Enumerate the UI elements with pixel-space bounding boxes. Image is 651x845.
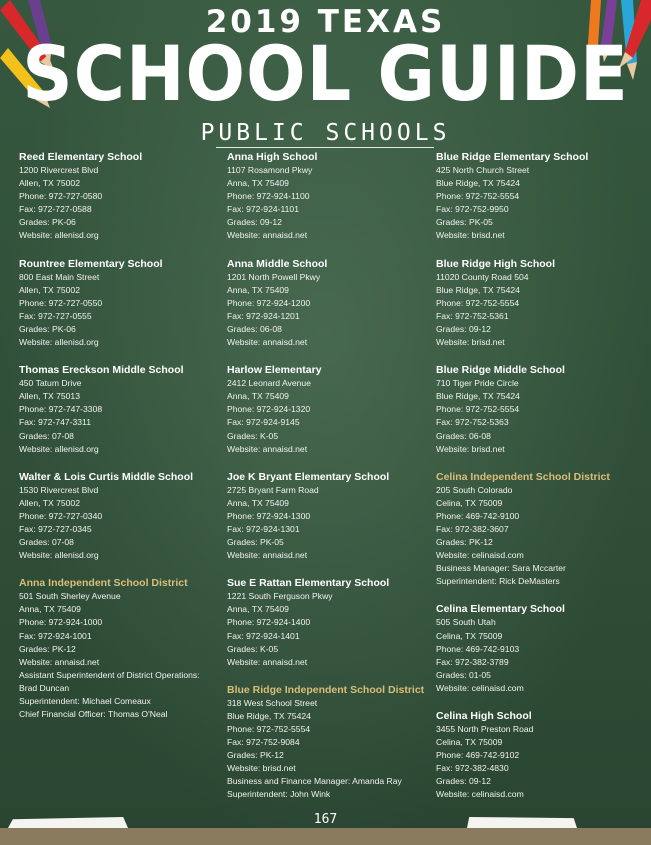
district-name: Anna Independent School District	[19, 577, 188, 590]
entry-detail-line: 505 South Utah	[436, 617, 496, 628]
entry-detail-line: Fax: 972-752-9084	[227, 737, 300, 748]
entry-detail-line: Grades: PK-12	[227, 750, 284, 761]
school-entry	[19, 151, 224, 243]
entry-detail-line: Blue Ridge, TX 75424	[436, 178, 520, 189]
entry-detail-line: Grades: PK-06	[19, 323, 76, 334]
entry-detail-line: Phone: 972-747-3308	[19, 404, 103, 415]
school-entry	[227, 364, 432, 456]
entry-detail-line: 205 South Colorado	[436, 484, 513, 495]
school-entry	[19, 258, 224, 350]
entry-detail-line: Fax: 972-727-0588	[19, 204, 92, 215]
year-title: 2019 TEXAS	[205, 4, 446, 40]
entry-detail-line: Allen, TX 75013	[19, 391, 80, 402]
district-name: Blue Ridge Independent School District	[227, 683, 425, 696]
entry-detail-line: Fax: 972-747-3311	[19, 417, 91, 428]
entry-detail-line: Website: brisd.net	[227, 763, 296, 774]
entry-detail-line: Phone: 469-742-9100	[436, 510, 520, 521]
entry-detail-line: Grades: PK-05	[227, 537, 284, 548]
directory-column	[436, 151, 641, 817]
entry-detail-line: Superintendent: John Wink	[227, 789, 331, 800]
entry-detail-line: Phone: 972-727-0550	[19, 297, 103, 308]
entry-detail-line: Phone: 469-742-9103	[436, 643, 520, 654]
entry-detail-line: Anna, TX 75409	[227, 284, 289, 295]
entry-detail-line: Anna, TX 75409	[19, 604, 81, 615]
entry-detail-line: Blue Ridge, TX 75424	[436, 284, 520, 295]
entry-detail-line: Grades: K-05	[227, 643, 279, 654]
entry-detail-line: Grades: 07-08	[19, 537, 74, 548]
entry-detail-line: Grades: 06-08	[227, 323, 282, 334]
entry-detail-line: Allen, TX 75002	[19, 497, 80, 508]
entry-detail-line: Phone: 972-752-5554	[436, 191, 520, 202]
school-entry	[436, 710, 641, 802]
entry-detail-line: 1201 North Powell Pkwy	[227, 271, 321, 282]
school-entry	[436, 151, 641, 243]
entry-detail-line: 3455 North Preston Road	[436, 724, 534, 734]
entry-detail-line: Website: brisd.net	[436, 337, 505, 348]
entry-detail-line: Celina, TX 75009	[436, 737, 503, 748]
entry-detail-line: Anna, TX 75409	[227, 178, 289, 189]
school-name: Anna High School	[227, 151, 318, 163]
entry-detail-line: 450 Tatum Drive	[19, 378, 82, 389]
entry-detail-line: Anna, TX 75409	[227, 604, 289, 615]
entry-detail-line: Grades: 09-12	[436, 323, 491, 334]
school-entry	[227, 151, 432, 243]
entry-detail-line: Phone: 972-752-5554	[436, 404, 520, 415]
entry-detail-line: Superintendent: Michael Comeaux	[19, 696, 151, 706]
school-name: Joe K Bryant Elementary School	[227, 470, 390, 483]
school-name: Sue E Rattan Elementary School	[227, 577, 390, 590]
entry-detail-line: Fax: 972-382-4830	[436, 763, 509, 774]
page-number: 167	[313, 812, 338, 827]
school-entry	[227, 258, 432, 350]
school-entry	[19, 364, 224, 456]
entry-detail-line: Grades: PK-05	[436, 217, 493, 228]
entry-detail-line: 501 South Sherley Avenue	[19, 591, 121, 602]
entry-detail-line: Website: annaisd.net	[227, 337, 308, 348]
entry-detail-line: Website: annaisd.net	[19, 656, 100, 667]
school-entry	[436, 364, 641, 456]
entry-detail-line: Phone: 972-924-1400	[227, 617, 311, 628]
entry-detail-line: Assistant Superintendent of District Operations:	[19, 669, 200, 680]
entry-detail-line: 11020 County Road 504	[436, 271, 529, 282]
entry-detail-line: Business and Finance Manager: Amanda Ray	[227, 776, 402, 787]
entry-detail-line: Chief Financial Officer: Thomas O'Neal	[19, 709, 168, 720]
entry-detail-line: Website: celinaisd.com	[436, 789, 524, 800]
entry-detail-line: 1530 Rivercrest Blvd	[19, 484, 99, 495]
school-name: Blue Ridge Middle School	[436, 364, 565, 377]
entry-detail-line: Grades: PK-06	[19, 217, 76, 228]
entry-detail-line: 425 North Church Street	[436, 165, 530, 175]
entry-detail-line: Website: brisd.net	[436, 230, 505, 241]
chalkboard-ledge	[0, 828, 651, 845]
entry-detail-line: Fax: 972-924-1201	[227, 310, 300, 321]
directory-column	[19, 151, 224, 736]
entry-detail-line: Grades: 07-08	[19, 430, 74, 441]
entry-detail-line: Grades: 09-12	[436, 776, 491, 787]
entry-detail-line: Phone: 972-924-1000	[19, 617, 103, 628]
entry-detail-line: 1221 South Ferguson Pkwy	[227, 591, 333, 602]
entry-detail-line: 2725 Bryant Farm Road	[227, 484, 319, 495]
entry-detail-line: Grades: 06-08	[436, 430, 491, 441]
entry-detail-line: Phone: 972-727-0340	[19, 510, 103, 521]
entry-detail-line: Fax: 972-382-3607	[436, 523, 509, 534]
entry-detail-line: Phone: 972-727-0580	[19, 191, 103, 202]
entry-detail-line: Website: brisd.net	[436, 443, 505, 454]
entry-detail-line: Grades: K-05	[227, 430, 279, 441]
entry-detail-line: Website: annaisd.net	[227, 230, 308, 241]
school-entry	[436, 603, 641, 695]
district-entry	[227, 684, 432, 802]
entry-detail-line: Website: allenisd.org	[19, 230, 99, 241]
entry-detail-line: Grades: PK-12	[436, 537, 493, 548]
entry-detail-line: Website: annaisd.net	[227, 443, 308, 454]
district-name: Celina Independent School District	[436, 470, 610, 483]
entry-detail-line: Celina, TX 75009	[436, 497, 503, 508]
entry-detail-line: Website: celinaisd.com	[436, 550, 524, 561]
entry-detail-line: Grades: 09-12	[227, 217, 282, 228]
school-name: Harlow Elementary	[227, 364, 322, 377]
school-name: Anna Middle School	[227, 257, 328, 270]
entry-detail-line: Phone: 972-752-5554	[436, 297, 520, 308]
entry-detail-line: Website: allenisd.org	[19, 443, 99, 454]
entry-detail-line: Business Manager: Sara Mccarter	[436, 563, 566, 574]
entry-detail-line: Anna, TX 75409	[227, 391, 289, 402]
entry-detail-line: Phone: 972-924-1300	[227, 510, 311, 521]
school-entry	[19, 471, 224, 563]
entry-detail-line: Fax: 972-924-1101	[227, 204, 299, 215]
entry-detail-line: Phone: 972-924-1200	[227, 297, 311, 308]
entry-detail-line: Anna, TX 75409	[227, 497, 289, 508]
entry-detail-line: Website: celinaisd.com	[436, 682, 524, 693]
entry-detail-line: Blue Ridge, TX 75424	[227, 710, 311, 721]
entry-detail-line: Blue Ridge, TX 75424	[436, 391, 520, 402]
entry-detail-line: Phone: 972-924-1320	[227, 404, 311, 415]
entry-detail-line: Website: annaisd.net	[227, 656, 308, 667]
entry-detail-line: Grades: PK-12	[19, 643, 76, 654]
entry-detail-line: Celina, TX 75009	[436, 630, 503, 641]
school-entry	[227, 577, 432, 669]
school-name: Celina High School	[436, 710, 532, 722]
entry-detail-line: 318 West School Street	[227, 697, 318, 708]
entry-detail-line: Fax: 972-752-9950	[436, 204, 509, 215]
entry-detail-line: 1107 Rosamond Pkwy	[227, 165, 313, 175]
school-entry	[436, 258, 641, 350]
section-subtitle: PUBLIC SCHOOLS	[200, 120, 451, 146]
school-name: Blue Ridge Elementary School	[436, 151, 589, 163]
district-entry	[436, 471, 641, 589]
entry-detail-line: Fax: 972-382-3789	[436, 656, 509, 667]
school-name: Walter & Lois Curtis Middle School	[19, 470, 194, 483]
entry-detail-line: Brad Duncan	[19, 682, 70, 693]
school-name: Thomas Ereckson Middle School	[19, 364, 184, 377]
entry-detail-line: Fax: 972-727-0555	[19, 310, 92, 321]
school-name: Reed Elementary School	[19, 151, 143, 163]
entry-detail-line: Website: allenisd.org	[19, 550, 99, 561]
entry-detail-line: Phone: 469-742-9102	[436, 750, 520, 761]
school-entry	[227, 471, 432, 563]
main-title: SCHOOL GUIDE	[22, 29, 629, 119]
entry-detail-line: Allen, TX 75002	[19, 178, 80, 189]
school-name: Rountree Elementary School	[19, 257, 163, 270]
entry-detail-line: 800 East Main Street	[19, 271, 100, 282]
entry-detail-line: Fax: 972-727-0345	[19, 523, 92, 534]
entry-detail-line: Fax: 972-752-5361	[436, 310, 509, 321]
entry-detail-line: Phone: 972-924-1100	[227, 191, 310, 202]
entry-detail-line: 710 Tiger Pride Circle	[436, 378, 519, 389]
entry-detail-line: Fax: 972-924-1301	[227, 523, 300, 534]
entry-detail-line: Phone: 972-752-5554	[227, 724, 311, 734]
entry-detail-line: Website: annaisd.net	[227, 550, 308, 561]
entry-detail-line: Fax: 972-924-1401	[227, 630, 300, 641]
entry-detail-line: Fax: 972-924-1001	[19, 630, 92, 641]
entry-detail-line: Fax: 972-924-9145	[227, 417, 300, 428]
entry-detail-line: Superintendent: Rick DeMasters	[436, 576, 560, 587]
district-entry	[19, 577, 224, 721]
entry-detail-line: Website: allenisd.org	[19, 337, 99, 348]
entry-detail-line: Allen, TX 75002	[19, 284, 80, 295]
school-name: Celina Elementary School	[436, 603, 565, 616]
subtitle-underline	[216, 147, 434, 148]
directory-column	[227, 151, 432, 817]
entry-detail-line: 2412 Leonard Avenue	[227, 378, 311, 389]
entry-detail-line: Grades: 01-05	[436, 669, 491, 680]
entry-detail-line: Fax: 972-752-5363	[436, 417, 509, 428]
entry-detail-line: 1200 Rivercrest Blvd	[19, 165, 99, 175]
school-name: Blue Ridge High School	[436, 257, 556, 270]
